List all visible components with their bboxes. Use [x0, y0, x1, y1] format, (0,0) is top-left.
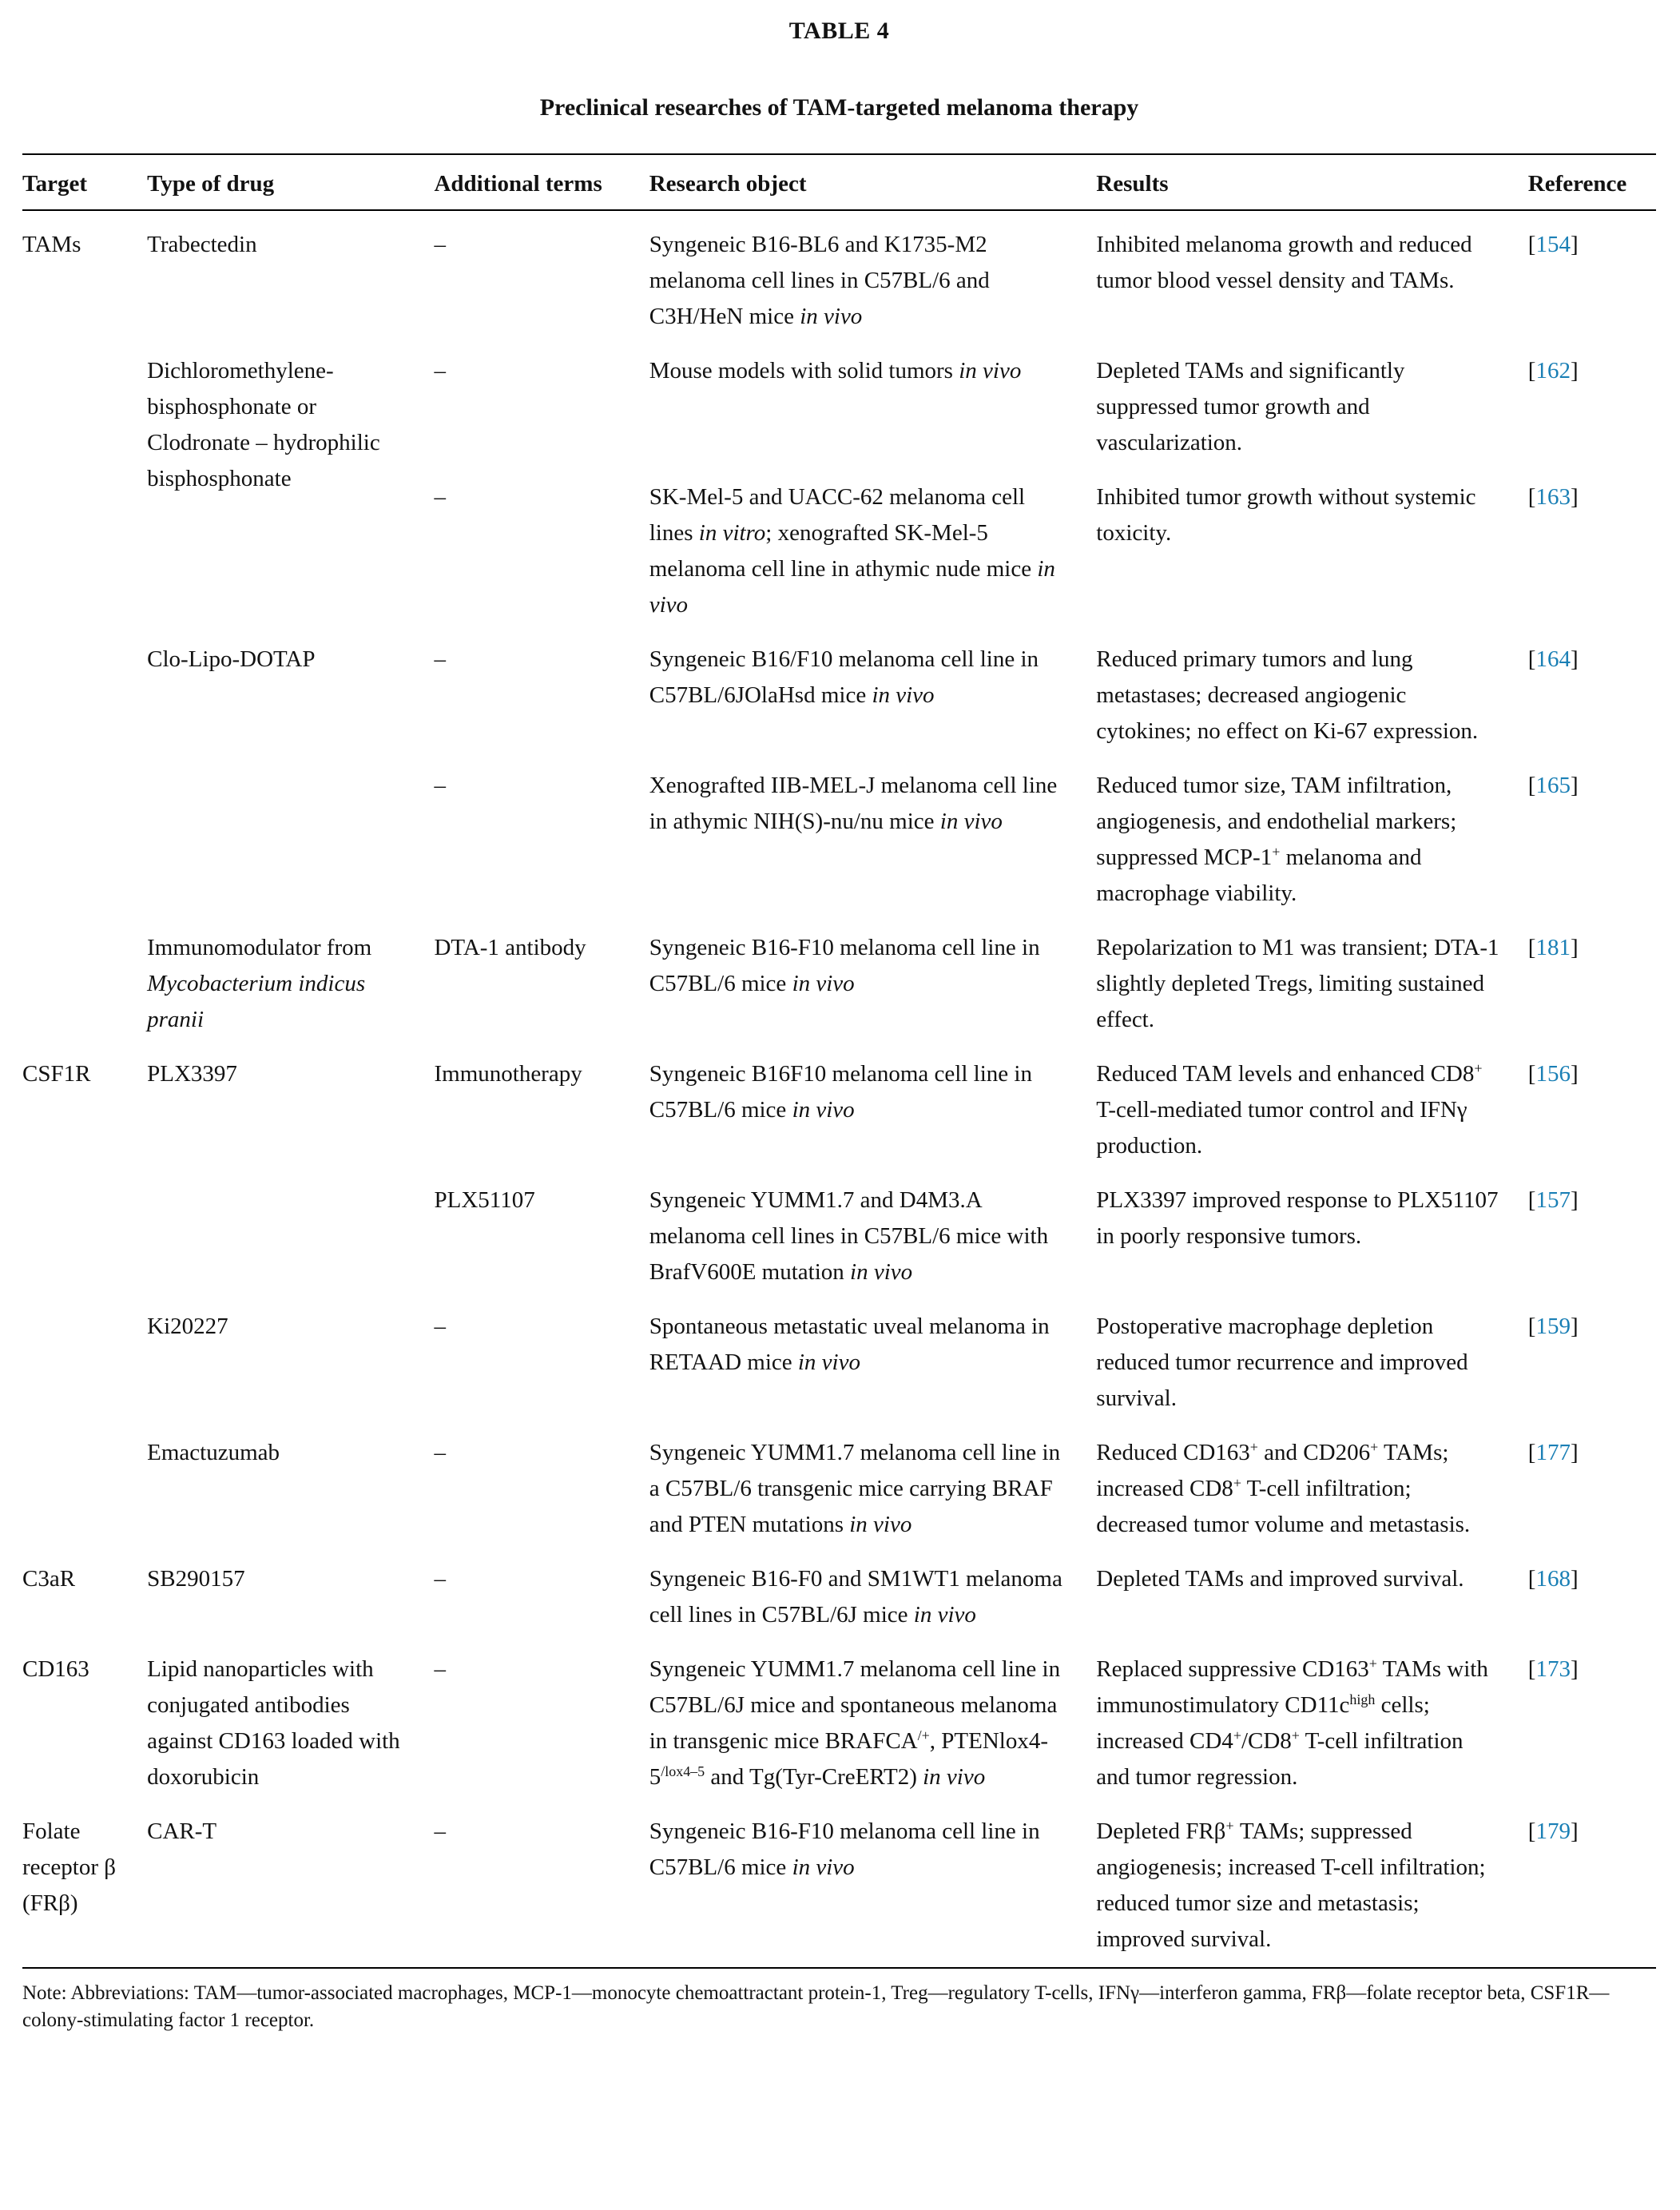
cell-research-object: Syngeneic B16F10 melanoma cell line in C57BL/6 mice in vivo — [649, 1061, 1032, 1123]
table-note: Note: Abbreviations: TAM—tumor-associated macrophages, MCP-1—monocyte chemoattractant protein-1, Treg—regulatory T-cells, IFNγ—interferon gamma, FRβ—folate receptor beta, CSF1R—colony-stimulating factor 1 receptor. — [22, 1982, 1610, 2031]
table-row — [22, 1300, 1656, 1426]
table-header — [22, 154, 1656, 210]
cell-drug: Dichloromethylene-bisphosphonate or Clodronate – hydrophilic bisphosphonate — [147, 358, 380, 491]
cell-results: Reduced TAM levels and enhanced CD8+ T-cell-mediated tumor control and IFNγ production. — [1096, 1060, 1483, 1159]
cell-reference: [168] — [1527, 1566, 1579, 1592]
reference-link[interactable]: 163 — [1535, 484, 1571, 510]
cell-reference: [162] — [1527, 358, 1579, 384]
table-row — [22, 633, 1656, 759]
cell-reference: [159] — [1527, 1314, 1579, 1339]
cell-reference: [173] — [1527, 1656, 1579, 1682]
cell-additional-terms: – — [434, 773, 446, 798]
cell-target: CSF1R — [22, 1061, 91, 1087]
cell-additional-terms: – — [434, 484, 446, 510]
cell-drug: CAR-T — [147, 1805, 434, 1968]
cell-results: Reduced primary tumors and lung metastases; decreased angiogenic cytokines; no effect on Ki-67 expression. — [1096, 646, 1479, 744]
reference-link[interactable]: 159 — [1535, 1314, 1571, 1339]
cell-drug: Lipid nanoparticles with conjugated antibodies against CD163 loaded with doxorubicin — [147, 1656, 400, 1790]
table-row — [22, 1552, 1656, 1643]
cell-reference: [156] — [1527, 1061, 1579, 1087]
reference-link[interactable]: 177 — [1535, 1440, 1571, 1465]
reference-link[interactable]: 181 — [1535, 935, 1571, 960]
cell-reference: [181] — [1527, 935, 1579, 960]
cell-additional-terms: – — [434, 1805, 649, 1968]
reference-link[interactable]: 165 — [1535, 773, 1571, 798]
cell-research-object: Syngeneic B16-F10 melanoma cell line in C57BL/6 mice in vivo — [649, 935, 1040, 996]
preclinical-tam-therapy-table — [22, 153, 1656, 1969]
table-caption: Preclinical researches of TAM-targeted melanoma therapy — [539, 94, 1139, 121]
table-body — [22, 210, 1656, 1968]
reference-link[interactable]: 164 — [1535, 646, 1571, 672]
cell-results: Depleted TAMs and improved survival. — [1096, 1566, 1464, 1592]
cell-results: Reduced tumor size, TAM infiltration, angiogenesis, and endothelial markers; suppressed MCP-1+ melanoma and macrophage viability. — [1096, 773, 1457, 906]
cell-results: Inhibited melanoma growth and reduced tumor blood vessel density and TAMs. — [1096, 232, 1472, 293]
reference-link[interactable]: 179 — [1535, 1818, 1571, 1844]
cell-drug: Clo-Lipo-DOTAP — [147, 646, 316, 672]
cell-research-object: Syngeneic YUMM1.7 melanoma cell line in a C57BL/6 transgenic mice carrying BRAF and PTEN mutations in vivo — [649, 1440, 1061, 1537]
cell-reference: [165] — [1527, 773, 1579, 798]
cell-additional-terms: – — [434, 1440, 446, 1465]
table-row — [22, 344, 1656, 471]
cell-additional-terms: PLX51107 — [434, 1187, 535, 1213]
cell-research-object: SK-Mel-5 and UACC-62 melanoma cell lines in vitro; xenografted SK-Mel-5 melanoma cell line in athymic nude mice in vivo — [649, 484, 1055, 618]
reference-link[interactable]: 162 — [1535, 358, 1571, 384]
cell-additional-terms: DTA-1 antibody — [434, 935, 586, 960]
cell-additional-terms: – — [434, 232, 446, 257]
cell-results: Replaced suppressive CD163+ TAMs with immunostimulatory $CD11c^{high}$ cells; increased CD4+/CD8+ T-cell infiltration and tumor regression. — [1096, 1656, 1488, 1790]
reference-link[interactable]: 154 — [1535, 232, 1571, 257]
table-row — [22, 1643, 1656, 1805]
cell-additional-terms: – — [434, 1314, 446, 1339]
table-row — [22, 1047, 1656, 1174]
cell-drug: Trabectedin — [147, 232, 257, 257]
cell-reference: [163] — [1527, 484, 1579, 510]
col-header-reference: Reference — [1528, 154, 1656, 210]
cell-research-object: Syngeneic B16-F10 melanoma cell line in C57BL/6 mice in vivo — [649, 1805, 1097, 1968]
cell-target: TAMs — [22, 232, 81, 257]
cell-target: Folate receptor β (FRβ) — [22, 1805, 147, 1968]
table-row — [22, 1805, 1656, 1968]
cell-results: Reduced CD163+ and CD206+ TAMs; increased CD8+ T-cell infiltration; decreased tumor volume and metastasis. — [1096, 1439, 1471, 1537]
cell-reference: [177] — [1527, 1440, 1579, 1465]
cell-research-object: Syngeneic B16/F10 melanoma cell line in C57BL/6JOlaHsd mice in vivo — [649, 646, 1039, 708]
table-header-row — [22, 154, 1656, 210]
col-header-target: Target — [22, 154, 147, 210]
cell-drug: SB290157 — [147, 1566, 245, 1592]
cell-additional-terms: – — [434, 358, 446, 384]
reference-link[interactable]: 173 — [1535, 1656, 1571, 1682]
col-header-additional-terms: Additional terms — [434, 154, 649, 210]
cell-target: C3aR — [22, 1566, 76, 1592]
cell-results: Depleted FRβ+ TAMs; suppressed angiogenesis; increased T-cell infiltration; reduced tumor size and metastasis; improved survival. — [1096, 1805, 1528, 1968]
table-number: TABLE 4 — [788, 18, 890, 44]
cell-results: Postoperative macrophage depletion reduced tumor recurrence and improved survival. — [1096, 1314, 1468, 1411]
cell-drug: Ki20227 — [147, 1314, 228, 1339]
cell-additional-terms: – — [434, 646, 446, 672]
cell-reference: [164] — [1527, 646, 1579, 672]
cell-drug: Emactuzumab — [147, 1440, 280, 1465]
cell-results: Inhibited tumor growth without systemic toxicity. — [1096, 484, 1476, 546]
cell-target: CD163 — [22, 1656, 89, 1682]
cell-drug: Immunomodulator from Mycobacterium indicus pranii — [147, 935, 372, 1032]
cell-drug: PLX3397 — [147, 1061, 237, 1087]
cell-reference: [179] — [1528, 1805, 1656, 1968]
reference-link[interactable]: 157 — [1535, 1187, 1571, 1213]
cell-research-object: Syngeneic B16-BL6 and K1735-M2 melanoma cell lines in C57BL/6 and C3H/HeN mice in vivo — [649, 232, 990, 329]
col-header-research-object: Research object — [649, 154, 1097, 210]
cell-results: PLX3397 improved response to PLX51107 in poorly responsive tumors. — [1096, 1187, 1499, 1249]
table-row — [22, 210, 1656, 344]
cell-research-object: Syngeneic YUMM1.7 and D4M3.A melanoma cell lines in C57BL/6 mice with BrafV600E mutation in vivo — [649, 1187, 1049, 1285]
cell-research-object: Syngeneic YUMM1.7 melanoma cell line in C57BL/6J mice and spontaneous melanoma in transgenic mice BRAFCA/+, $PTENlox4-5^{/lox4-5}$ and Tg(Tyr-CreERT2) in vivo — [649, 1656, 1061, 1790]
col-header-type-of-drug: Type of drug — [147, 154, 434, 210]
cell-research-object: Xenografted IIB-MEL-J melanoma cell line in athymic NIH(S)-nu/nu mice in vivo — [649, 773, 1058, 834]
cell-reference: [157] — [1527, 1187, 1579, 1213]
cell-results: Depleted TAMs and significantly suppressed tumor growth and vascularization. — [1096, 358, 1405, 455]
cell-reference: [154] — [1527, 232, 1579, 257]
table-row — [22, 1426, 1656, 1552]
cell-additional-terms: – — [434, 1656, 446, 1682]
col-header-results: Results — [1096, 154, 1528, 210]
table-row — [22, 921, 1656, 1047]
cell-additional-terms: – — [434, 1566, 446, 1592]
cell-additional-terms: Immunotherapy — [434, 1061, 582, 1087]
cell-research-object: Syngeneic B16-F0 and SM1WT1 melanoma cell lines in C57BL/6J mice in vivo — [649, 1566, 1062, 1628]
reference-link[interactable]: 168 — [1535, 1566, 1571, 1592]
cell-research-object: Mouse models with solid tumors in vivo — [649, 358, 1022, 384]
reference-link[interactable]: 156 — [1535, 1061, 1571, 1087]
cell-research-object: Spontaneous metastatic uveal melanoma in RETAAD mice in vivo — [649, 1314, 1050, 1375]
cell-results: Repolarization to M1 was transient; DTA-1 slightly depleted Tregs, limiting sustained effect. — [1096, 935, 1499, 1032]
